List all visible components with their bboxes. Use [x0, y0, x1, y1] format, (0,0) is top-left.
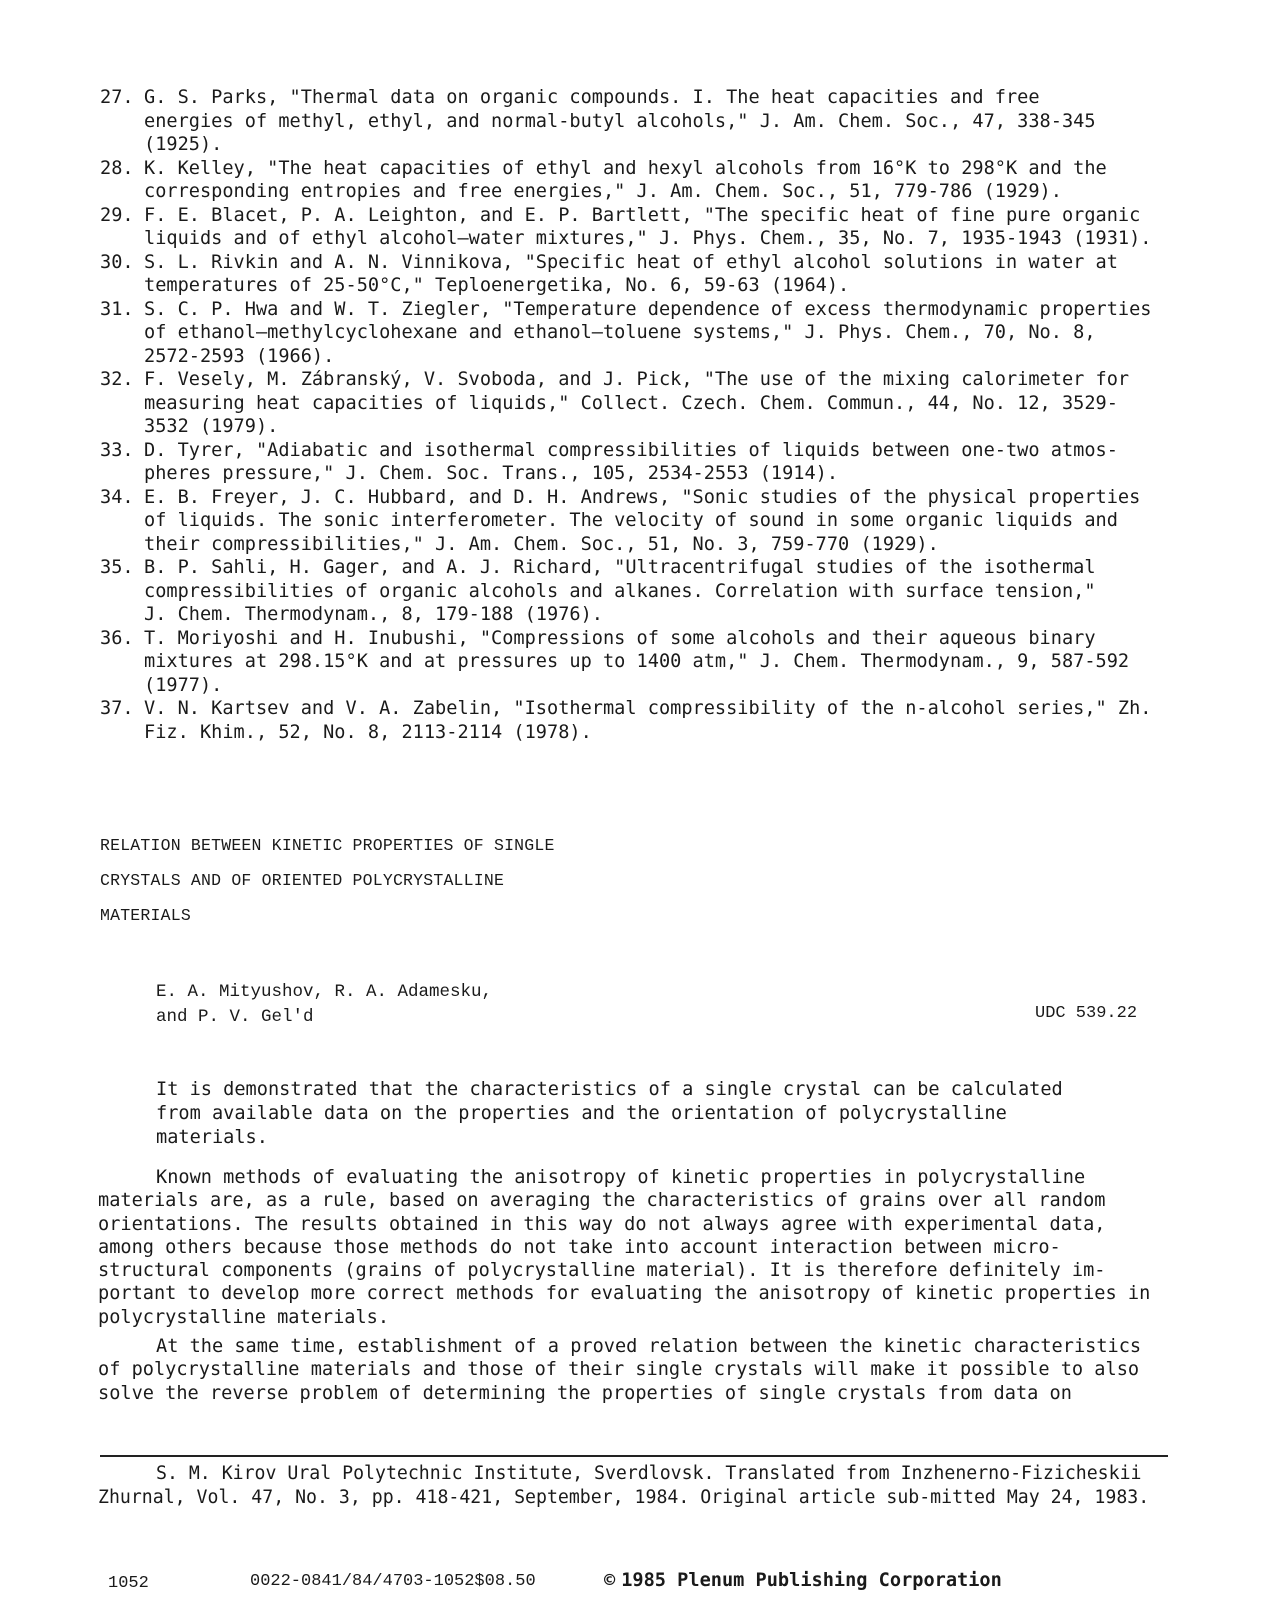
reference-item [100, 157, 1180, 204]
reference-number: 37. [100, 698, 134, 719]
reference-number: 27. [100, 87, 134, 108]
reference-item [100, 368, 1180, 439]
reference-item [100, 251, 1180, 298]
reference-number: 35. [100, 557, 134, 578]
abstract: It is demonstrated that the characteristics of a single crystal can be calculated from available data on the properties and the orientation of polycrystalline materials. [156, 1079, 1063, 1148]
copyright-text: 1985 Plenum Publishing Corporation [621, 1570, 1002, 1591]
body-paragraph-1-text: Known methods of evaluating the anisotropy of kinetic properties in polycrystalline materials are, as a rule, based on averaging the characteristics of grains over all random orientations. The results obtained in this way do not always agree with experimental data, among others because those methods do not take into account interaction between micro-structural components (grains of polycrystalline material). It is therefore definitely im-portant to develop more correct methods for evaluating the anisotropy of kinetic properties in polycrystalline materials. [98, 1167, 1151, 1328]
reference-text: E. B. Freyer, J. C. Hubbard, and D. H. Andrews, "Sonic studies of the physical properties of liquids. The sonic interferometer. The velocity of sound in some organic liquids and their compressibilities," J. Am. Chem. Soc., 51, No. 3, 759-770 (1929). [144, 486, 1141, 555]
reference-text: F. E. Blacet, P. A. Leighton, and E. P. Bartlett, "The specific heat of fine pure organic liquids and of ethyl alcohol—water mixtures," J. Phys. Chem., 35, No. 7, 1935-1943 (1931). [144, 204, 1152, 249]
reference-text: V. N. Kartsev and V. A. Zabelin, "Isothermal compressibility of the n-alcohol series," Zh. Fiz. Khim., 52, No. 8, 2113-2114 (1978). [144, 698, 1152, 743]
authors: E. A. Mityushov, R. A. Adamesku, and P. V. Gel'd [156, 982, 493, 1027]
reference-number: 33. [100, 439, 134, 461]
reference-number: 29. [100, 204, 134, 226]
page-number: 1052 [108, 1574, 149, 1593]
footnote-divider [100, 1455, 1168, 1457]
copyright [604, 1570, 1002, 1591]
reference-list [100, 86, 1180, 744]
copyright-icon: © [604, 1570, 616, 1591]
article-title-line-1: RELATION BETWEEN KINETIC PROPERTIES OF SINGLE [100, 836, 555, 855]
reference-text: T. Moriyoshi and H. Inubushi, "Compressions of some alcohols and their aqueous binary mixtures at 298.15°K and at pressures up to 1400 atm," J. Chem. Thermodynam., 9, 587-592 (1977). [144, 627, 1130, 696]
reference-number: 30. [100, 251, 134, 273]
body-paragraph-1 [98, 1166, 1168, 1329]
reference-text: G. S. Parks, "Thermal data on organic compounds. I. The heat capacities and free energies of methyl, ethyl, and normal-butyl alcohols," J. Am. Chem. Soc., 47, 338-345 (1925). [144, 87, 1096, 155]
reference-number: 31. [100, 298, 134, 320]
body-paragraph-2-text: At the same time, establishment of a proved relation between the kinetic characteristics of polycrystalline materials and those of their single crystals will make it possible to also solve the reverse problem of determining the properties of single crystals from data on [98, 1336, 1142, 1404]
reference-item [100, 697, 1180, 744]
reference-item [100, 486, 1180, 557]
reference-number: 28. [100, 157, 134, 179]
reference-text: D. Tyrer, "Adiabatic and isothermal compressibilities of liquids between one-two atmos- pheres pressure," J. Chem. Soc. Trans., 105, 2534-2553 (1914). [144, 439, 1118, 484]
reference-item [100, 298, 1180, 369]
reference-item [100, 204, 1180, 251]
reference-number: 32. [100, 369, 134, 390]
reference-item [100, 627, 1180, 698]
reference-text: S. L. Rivkin and A. N. Vinnikova, "Specific heat of ethyl alcohol solutions in water at temperatures of 25-50°C," Teploenergetika, No. 6, 59-63 (1964). [144, 251, 1118, 296]
reference-number: 34. [100, 486, 134, 508]
body-paragraph-2 [98, 1335, 1168, 1405]
footnote [98, 1462, 1168, 1510]
reference-text: S. C. P. Hwa and W. T. Ziegler, "Temperature dependence of excess thermodynamic properties of ethanol—methylcyclohexane and ethanol—toluene systems," J. Phys. Chem., 70, No. 8, 2572-2593 (1966). [144, 298, 1152, 367]
reference-item [100, 556, 1180, 627]
article-code: 0022-0841/84/4703-1052$08.50 [250, 1572, 536, 1591]
reference-text: B. P. Sahli, H. Gager, and A. J. Richard, "Ultracentrifugal studies of the isothermal compressibilities of organic alcohols and alkanes. Correlation with surface tension," J. Chem. Thermodynam., 8, 179-188 (1976). [144, 557, 1096, 625]
article-title-line-2: CRYSTALS AND OF ORIENTED POLYCRYSTALLINE [100, 871, 505, 890]
reference-item [100, 86, 1180, 157]
reference-text: K. Kelley, "The heat capacities of ethyl and hexyl alcohols from 16°K to 298°K and the corresponding entropies and free energies," J. Am. Chem. Soc., 51, 779-786 (1929). [144, 157, 1107, 202]
udc-code: UDC 539.22 [1035, 1004, 1138, 1023]
article-title-line-3: MATERIALS [100, 906, 191, 925]
footnote-text: S. M. Kirov Ural Polytechnic Institute, Sverdlovsk. Translated from Inzhenerno-Fizicheskii Zhurnal, Vol. 47, No. 3, pp. 418-421, September, 1984. Original article sub-mitted May 24, 1983. [98, 1463, 1150, 1508]
reference-number: 36. [100, 627, 134, 649]
reference-item [100, 439, 1180, 486]
reference-text: F. Vesely, M. Zábranský, V. Svoboda, and J. Pick, "The use of the mixing calorimeter for measuring heat capacities of liquids," Collect. Czech. Chem. Commun., 44, No. 12, 3529- 3532 (1979). [144, 369, 1130, 437]
